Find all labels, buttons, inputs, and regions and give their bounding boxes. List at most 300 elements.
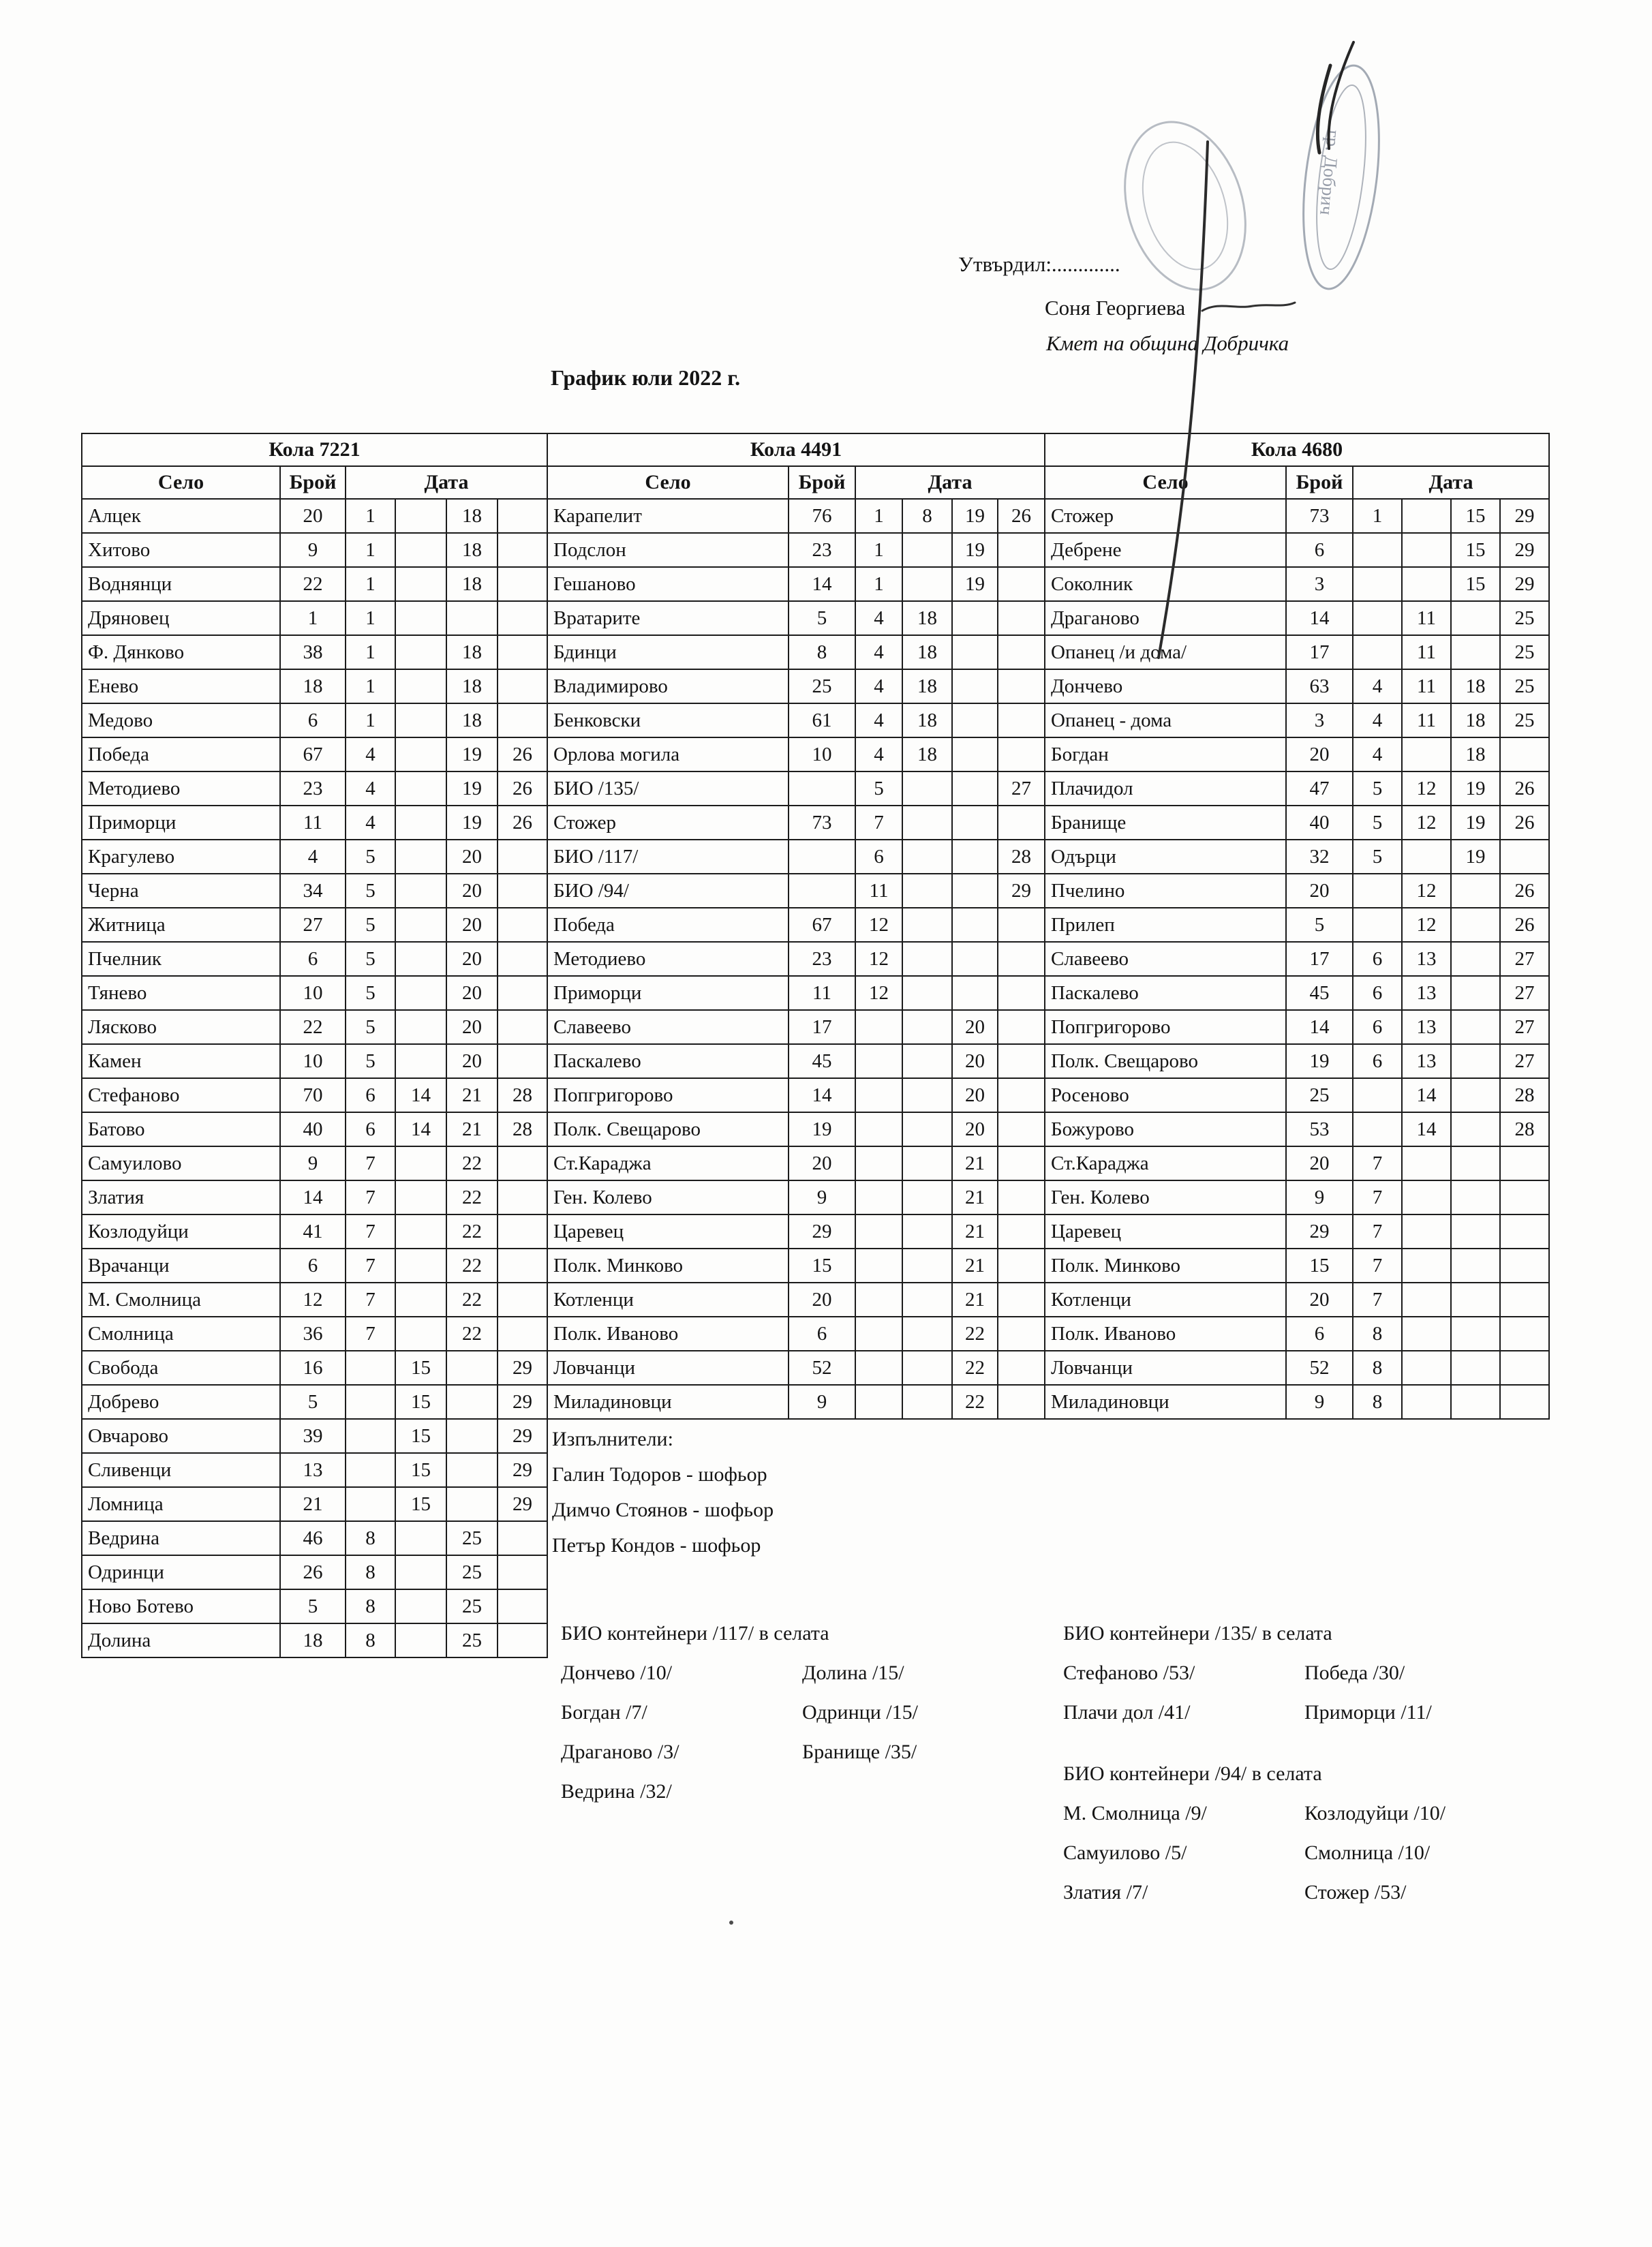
bio-item: М. Смолница /9/ [1063, 1802, 1207, 1824]
date-cell: 20 [446, 840, 498, 874]
date-cell: 1 [855, 499, 902, 533]
date-cell: 11 [1402, 703, 1451, 737]
date-cell [498, 1589, 547, 1623]
table-row [547, 601, 1045, 635]
table-row [1045, 1214, 1549, 1249]
count-cell [789, 771, 855, 806]
date-cell: 26 [498, 737, 547, 771]
count-cell: 36 [280, 1317, 346, 1351]
date-cell [902, 1146, 952, 1180]
bio-item: Козлодуйци /10/ [1304, 1802, 1446, 1824]
date-cell [395, 1180, 446, 1214]
date-cell [395, 1044, 446, 1078]
count-cell: 22 [280, 567, 346, 601]
date-cell: 18 [446, 499, 498, 533]
table-row [547, 1078, 1045, 1112]
village-cell: Долина [82, 1623, 280, 1657]
date-cell [446, 1453, 498, 1487]
village-cell: Ст.Караджа [547, 1146, 789, 1180]
column-header-row [547, 466, 1045, 499]
table-row [1045, 533, 1549, 567]
bio-item: Долина /15/ [802, 1662, 904, 1684]
date-cell [1451, 1180, 1500, 1214]
date-cell: 28 [1500, 1112, 1549, 1146]
village-cell: Дончево [1045, 669, 1286, 703]
date-cell: 18 [902, 703, 952, 737]
count-cell: 14 [1286, 1010, 1353, 1044]
table-row [1045, 703, 1549, 737]
bio-section-117 [561, 1614, 1079, 1812]
table-row [82, 737, 547, 771]
date-cell: 5 [346, 1010, 395, 1044]
table-row [82, 499, 547, 533]
count-cell: 14 [1286, 601, 1353, 635]
date-cell [498, 1214, 547, 1249]
date-cell: 21 [952, 1214, 998, 1249]
date-cell [395, 1555, 446, 1589]
count-cell: 53 [1286, 1112, 1353, 1146]
date-cell [998, 1078, 1045, 1112]
date-cell [1402, 1214, 1451, 1249]
village-cell: Ново Ботево [82, 1589, 280, 1623]
date-cell [855, 1078, 902, 1112]
schedule-table-car-4491 [547, 433, 1045, 1420]
count-cell: 14 [789, 1078, 855, 1112]
date-cell [1500, 840, 1549, 874]
table-row [547, 567, 1045, 601]
date-cell: 22 [952, 1317, 998, 1351]
table-row [547, 703, 1045, 737]
date-header: Дата [855, 466, 1045, 499]
date-cell: 25 [446, 1623, 498, 1657]
date-cell: 18 [446, 635, 498, 669]
village-cell: Победа [547, 908, 789, 942]
date-cell: 20 [952, 1078, 998, 1112]
date-cell: 8 [346, 1521, 395, 1555]
date-cell [498, 635, 547, 669]
table-row [1045, 1385, 1549, 1419]
date-cell: 18 [1451, 669, 1500, 703]
count-cell: 63 [1286, 669, 1353, 703]
bio-item: Стефаново /53/ [1063, 1662, 1195, 1684]
count-cell: 17 [1286, 942, 1353, 976]
list-item: Димчо Стоянов - шофьор [552, 1499, 774, 1521]
car-title: Кола 7221 [82, 433, 547, 466]
table-row [547, 771, 1045, 806]
village-cell: Житница [82, 908, 280, 942]
bio-item: Златия /7/ [1063, 1881, 1148, 1904]
village-cell: Славеево [1045, 942, 1286, 976]
date-cell: 5 [346, 874, 395, 908]
date-cell [998, 1385, 1045, 1419]
count-cell: 67 [789, 908, 855, 942]
date-cell: 14 [1402, 1112, 1451, 1146]
date-cell [902, 976, 952, 1010]
table-row [1045, 1010, 1549, 1044]
date-cell: 1 [346, 567, 395, 601]
table-row [547, 533, 1045, 567]
date-cell: 20 [952, 1112, 998, 1146]
village-cell: Попгригорово [1045, 1010, 1286, 1044]
bio-item: Драганово /3/ [561, 1741, 679, 1763]
table-row [1045, 635, 1549, 669]
village-cell: Овчарово [82, 1419, 280, 1453]
date-cell: 1 [346, 499, 395, 533]
date-cell [902, 1010, 952, 1044]
date-cell [1402, 1180, 1451, 1214]
date-cell [498, 1180, 547, 1214]
date-cell [998, 1351, 1045, 1385]
table-row [82, 1521, 547, 1555]
date-cell [998, 669, 1045, 703]
table-row [82, 1214, 547, 1249]
count-cell: 12 [280, 1283, 346, 1317]
count-cell: 23 [789, 942, 855, 976]
date-cell: 27 [998, 771, 1045, 806]
table-row [82, 840, 547, 874]
village-cell: Богдан [1045, 737, 1286, 771]
date-cell: 14 [395, 1112, 446, 1146]
village-cell: Ведрина [82, 1521, 280, 1555]
village-cell: Драганово [1045, 601, 1286, 635]
table-row [547, 1385, 1045, 1419]
table-row [1045, 771, 1549, 806]
village-cell: Миладиновци [1045, 1385, 1286, 1419]
village-cell: Полк. Иваново [547, 1317, 789, 1351]
table-row [1045, 499, 1549, 533]
date-cell [498, 1044, 547, 1078]
date-cell [998, 601, 1045, 635]
count-cell: 20 [789, 1283, 855, 1317]
village-cell: Дряновец [82, 601, 280, 635]
date-cell: 6 [1353, 1010, 1402, 1044]
date-cell: 1 [855, 533, 902, 567]
date-cell [855, 1317, 902, 1351]
date-cell: 5 [346, 840, 395, 874]
date-cell [952, 601, 998, 635]
count-cell: 6 [789, 1317, 855, 1351]
village-cell: Козлодуйци [82, 1214, 280, 1249]
date-cell: 7 [1353, 1283, 1402, 1317]
date-cell: 7 [346, 1283, 395, 1317]
village-cell: Владимирово [547, 669, 789, 703]
date-cell [902, 1385, 952, 1419]
table-row [547, 635, 1045, 669]
date-cell [1451, 874, 1500, 908]
bio-row [1063, 1693, 1581, 1732]
date-cell [855, 1112, 902, 1146]
bio-section-title: БИО контейнери /117/ в селата [561, 1622, 829, 1645]
table-row [82, 874, 547, 908]
bio-section-title: БИО контейнери /94/ в селата [1063, 1762, 1322, 1785]
date-cell [1500, 1249, 1549, 1283]
date-cell [1402, 1385, 1451, 1419]
date-cell: 4 [1353, 737, 1402, 771]
count-cell: 9 [789, 1180, 855, 1214]
date-cell: 14 [395, 1078, 446, 1112]
village-cell: Батово [82, 1112, 280, 1146]
date-cell [498, 1521, 547, 1555]
date-cell: 7 [1353, 1180, 1402, 1214]
count-cell: 38 [280, 635, 346, 669]
column-header-row [82, 466, 547, 499]
count-cell: 67 [280, 737, 346, 771]
car-header-row [547, 433, 1045, 466]
signature-stroke [1328, 42, 1353, 149]
date-cell: 18 [446, 703, 498, 737]
date-cell: 12 [855, 908, 902, 942]
table-row [547, 840, 1045, 874]
date-cell: 19 [446, 771, 498, 806]
date-cell: 4 [855, 669, 902, 703]
date-cell: 12 [1402, 908, 1451, 942]
date-cell [1353, 601, 1402, 635]
approver-name: Соня Георгиева [1045, 296, 1186, 320]
date-cell [395, 1521, 446, 1555]
village-cell: Алцек [82, 499, 280, 533]
date-cell: 18 [902, 737, 952, 771]
date-cell [1402, 737, 1451, 771]
count-cell: 9 [1286, 1180, 1353, 1214]
table-row [547, 1010, 1045, 1044]
table-row [547, 1317, 1045, 1351]
date-cell [1353, 1078, 1402, 1112]
date-cell [952, 874, 998, 908]
date-cell [902, 908, 952, 942]
date-cell [395, 1623, 446, 1657]
date-cell: 26 [998, 499, 1045, 533]
date-cell [1353, 874, 1402, 908]
date-cell: 4 [346, 806, 395, 840]
bio-item: Приморци /11/ [1304, 1701, 1432, 1724]
date-cell [395, 806, 446, 840]
date-cell [1500, 1146, 1549, 1180]
village-cell: Свобода [82, 1351, 280, 1385]
table-row [547, 1214, 1045, 1249]
date-cell: 26 [1500, 908, 1549, 942]
date-cell: 25 [1500, 703, 1549, 737]
bio-item: Самуилово /5/ [1063, 1841, 1187, 1864]
bio-row [1063, 1833, 1581, 1873]
village-cell: Бенковски [547, 703, 789, 737]
table-row [82, 635, 547, 669]
date-cell: 22 [952, 1385, 998, 1419]
table-row [82, 567, 547, 601]
table-row [82, 533, 547, 567]
date-cell: 1 [346, 533, 395, 567]
date-cell: 25 [1500, 635, 1549, 669]
count-cell: 17 [789, 1010, 855, 1044]
date-cell [902, 1317, 952, 1351]
date-cell [998, 567, 1045, 601]
table-row [82, 1078, 547, 1112]
village-cell: Опанец /и дома/ [1045, 635, 1286, 669]
village-cell: Самуилово [82, 1146, 280, 1180]
table-row [82, 1044, 547, 1078]
bio-item [802, 1772, 1079, 1812]
date-cell [902, 567, 952, 601]
date-cell [1353, 1112, 1402, 1146]
date-cell [395, 737, 446, 771]
table-row [547, 942, 1045, 976]
count-cell: 23 [789, 533, 855, 567]
village-cell: Росеново [1045, 1078, 1286, 1112]
date-cell: 19 [952, 567, 998, 601]
date-cell [498, 874, 547, 908]
date-cell: 12 [855, 976, 902, 1010]
table-row [82, 976, 547, 1010]
date-cell: 26 [1500, 771, 1549, 806]
count-cell: 20 [1286, 737, 1353, 771]
date-cell: 29 [1500, 533, 1549, 567]
stamp-text: гр. Добрич [1316, 129, 1344, 216]
table-row [82, 1112, 547, 1146]
date-cell: 11 [1402, 635, 1451, 669]
date-cell: 25 [446, 1521, 498, 1555]
bio-section-135 [1063, 1614, 1581, 1732]
table-row [1045, 567, 1549, 601]
date-cell [395, 908, 446, 942]
village-cell: Стожер [1045, 499, 1286, 533]
village-cell: Полк. Минково [547, 1249, 789, 1283]
column-header-row [1045, 466, 1549, 499]
date-cell: 4 [855, 635, 902, 669]
bio-row [561, 1653, 1079, 1693]
date-cell: 26 [1500, 874, 1549, 908]
count-cell: 41 [280, 1214, 346, 1249]
date-cell [395, 601, 446, 635]
scan-artifact-dot [729, 1921, 733, 1925]
date-cell [498, 942, 547, 976]
date-cell [446, 1419, 498, 1453]
date-cell [446, 1385, 498, 1419]
village-cell: Царевец [547, 1214, 789, 1249]
count-cell: 3 [1286, 567, 1353, 601]
date-cell [498, 533, 547, 567]
count-cell: 11 [280, 806, 346, 840]
date-cell: 5 [1353, 806, 1402, 840]
date-cell: 7 [346, 1214, 395, 1249]
date-cell [395, 669, 446, 703]
date-cell: 29 [498, 1453, 547, 1487]
count-cell: 40 [280, 1112, 346, 1146]
count-cell: 18 [280, 1623, 346, 1657]
date-cell: 5 [1353, 771, 1402, 806]
count-cell: 61 [789, 703, 855, 737]
date-cell: 8 [346, 1623, 395, 1657]
village-cell: Царевец [1045, 1214, 1286, 1249]
village-cell: Бдинци [547, 635, 789, 669]
bio-row [1063, 1794, 1581, 1833]
bio-section-94 [1063, 1754, 1581, 1912]
date-cell: 19 [952, 499, 998, 533]
village-cell: Одърци [1045, 840, 1286, 874]
executors-list [552, 1457, 774, 1563]
date-cell: 6 [855, 840, 902, 874]
date-cell [395, 635, 446, 669]
village-cell: Ст.Караджа [1045, 1146, 1286, 1180]
count-cell: 6 [280, 1249, 346, 1283]
date-cell: 15 [395, 1385, 446, 1419]
table-row [547, 669, 1045, 703]
date-cell [1402, 840, 1451, 874]
table-row [1045, 1044, 1549, 1078]
count-cell: 73 [1286, 499, 1353, 533]
date-cell: 22 [446, 1146, 498, 1180]
village-cell: Паскалево [547, 1044, 789, 1078]
date-cell: 29 [1500, 567, 1549, 601]
date-cell [902, 1249, 952, 1283]
date-cell: 20 [446, 1010, 498, 1044]
date-cell [1402, 1283, 1451, 1317]
date-cell: 18 [902, 669, 952, 703]
village-cell: БИО /135/ [547, 771, 789, 806]
date-cell: 27 [1500, 1044, 1549, 1078]
table-row [1045, 1078, 1549, 1112]
table-row [1045, 1351, 1549, 1385]
date-cell: 29 [498, 1385, 547, 1419]
village-cell: БИО /94/ [547, 874, 789, 908]
date-cell: 25 [446, 1589, 498, 1623]
stamp-right [1292, 61, 1390, 293]
date-cell: 11 [1402, 601, 1451, 635]
village-cell: Полк. Иваново [1045, 1317, 1286, 1351]
date-cell [902, 1351, 952, 1385]
village-cell: Котленци [1045, 1283, 1286, 1317]
table-row [82, 1317, 547, 1351]
count-cell: 6 [280, 942, 346, 976]
date-cell [498, 976, 547, 1010]
date-cell: 28 [1500, 1078, 1549, 1112]
count-cell: 39 [280, 1419, 346, 1453]
table-row [547, 1249, 1045, 1283]
table-row [1045, 1249, 1549, 1283]
date-cell: 25 [1500, 601, 1549, 635]
count-cell: 15 [789, 1249, 855, 1283]
village-cell: Миладиновци [547, 1385, 789, 1419]
date-cell [998, 1283, 1045, 1317]
date-cell: 8 [346, 1589, 395, 1623]
date-cell [998, 1112, 1045, 1146]
date-cell: 29 [998, 874, 1045, 908]
count-cell: 23 [280, 771, 346, 806]
date-cell [998, 976, 1045, 1010]
date-cell: 18 [1451, 737, 1500, 771]
table-row [82, 1249, 547, 1283]
village-cell: Карапелит [547, 499, 789, 533]
village-cell: Попгригорово [547, 1078, 789, 1112]
table-row [82, 1010, 547, 1044]
date-cell [1451, 1385, 1500, 1419]
count-cell: 25 [1286, 1078, 1353, 1112]
table-row [1045, 942, 1549, 976]
count-cell: 29 [1286, 1214, 1353, 1249]
date-cell: 6 [1353, 942, 1402, 976]
date-cell: 18 [446, 567, 498, 601]
count-header: Брой [280, 466, 346, 499]
date-cell: 21 [446, 1112, 498, 1146]
date-cell: 12 [855, 942, 902, 976]
village-cell: Смолница [82, 1317, 280, 1351]
village-cell: Плачидол [1045, 771, 1286, 806]
date-cell: 15 [1451, 499, 1500, 533]
count-cell: 52 [789, 1351, 855, 1385]
date-cell: 25 [1500, 669, 1549, 703]
date-cell: 1 [346, 703, 395, 737]
table-row [1045, 1317, 1549, 1351]
table-row [1045, 737, 1549, 771]
table-row [82, 771, 547, 806]
